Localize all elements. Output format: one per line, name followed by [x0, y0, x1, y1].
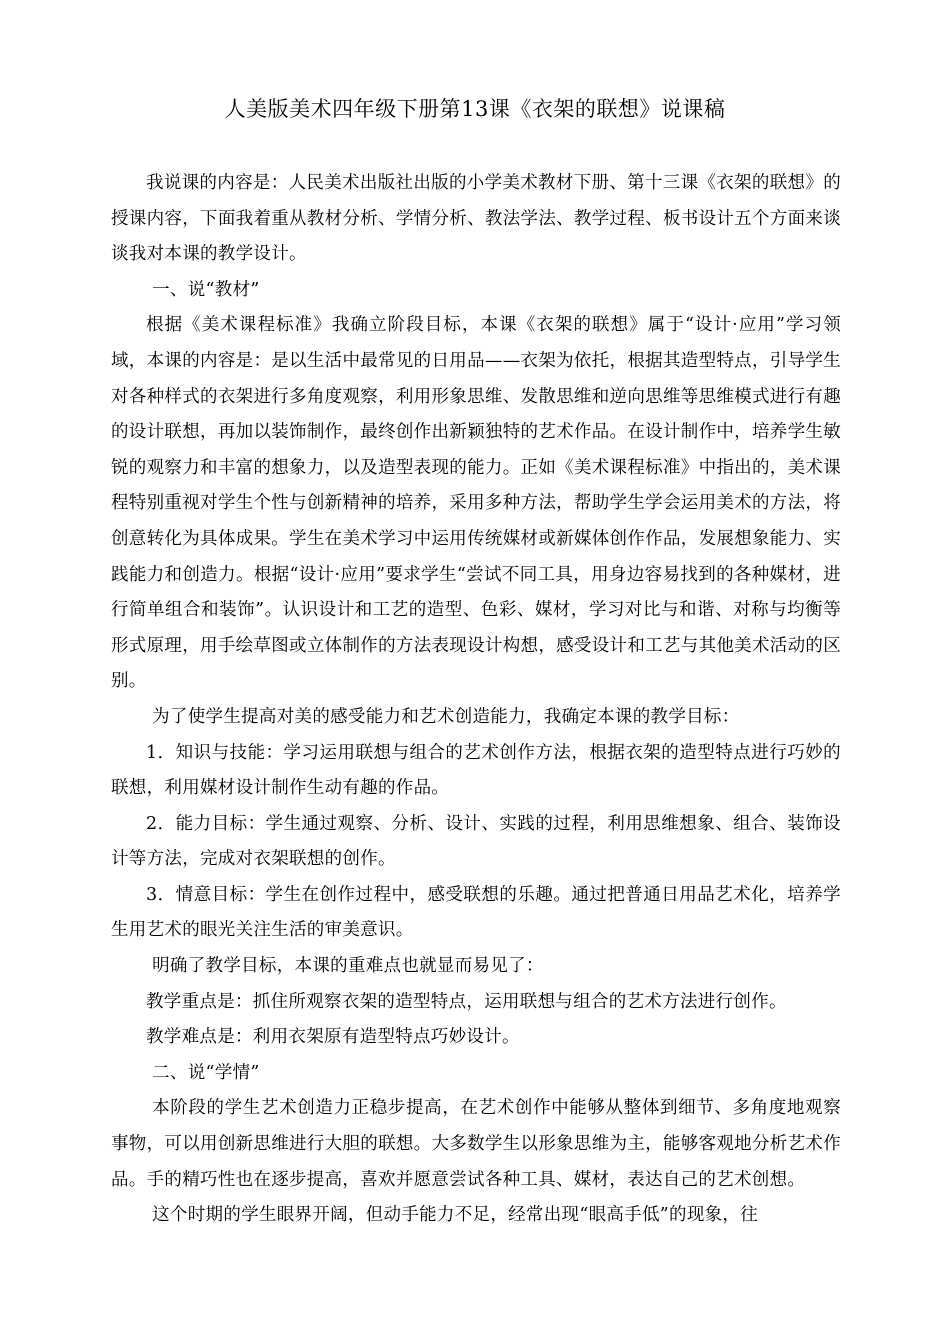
section-heading-textbook: 一、说“教材”	[152, 279, 260, 300]
paragraph-difficult-point: 教学难点是：利用衣架原有造型特点巧妙设计。	[146, 1027, 520, 1048]
paragraph-student-weakness: 这个时期的学生眼界开阔，但动手能力不足，经常出现“眼高手低”的现象，往	[152, 1205, 759, 1226]
paragraph-textbook-analysis: 根据《美术课程标准》我确立阶段目标，本课《衣架的联想》属于“设计·应用”学习领域，本课的内容是：是以生活中最常见的日用品——衣架为依托，根据其造型特点，引导学生对各种样式的衣架进行多角度观察，利用形象思维、发散思维和逆向思维等思维模式进行有趣的设计联想，再加以装饰制作，最终创作出新颖独特的艺术作品。在设计制作中，培养学生敏锐的观察力和丰富的想象力，以及造型表现的能力。正如《美术课程标准》中指出的，美术课程特别重视对学生个性与创新精神的培养，采用多种方法，帮助学生学会运用美术的方法，将创意转化为具体成果。学生在美术学习中运用传统媒材或新媒体创作作品，发展想象能力、实践能力和创造力。根据“设计·应用”要求学生“尝试不同工具，用身边容易找到的各种媒材，进行简单组合和装饰”。认识设计和工艺的造型、色彩、媒材，学习对比与和谐、对称与均衡等形式原理，用手绘草图或立体制作的方法表现设计构想，感受设计和工艺与其他美术活动的区别。	[111, 315, 841, 692]
paragraph-intro: 我说课的内容是：人民美术出版社出版的小学美术教材下册、第十三课《衣架的联想》的授课内容，下面我着重从教材分析、学情分析、教法学法、教学过程、板书设计五个方面来谈谈我对本课的教学设计。	[111, 173, 841, 265]
paragraph-goals-intro: 为了使学生提高对美的感受能力和艺术创造能力，我确定本课的教学目标：	[152, 706, 740, 727]
section-heading-students: 二、说“学情”	[152, 1062, 260, 1083]
paragraph-goal-ability: 2．能力目标：学生通过观察、分析、设计、实践的过程，利用思维想象、组合、装饰设计等方法，完成对衣架联想的创作。	[111, 813, 841, 870]
paragraph-key-points-intro: 明确了教学目标，本课的重难点也就显而易见了：	[152, 956, 544, 977]
paragraph-student-analysis: 本阶段的学生艺术创造力正稳步提高，在艺术创作中能够从整体到细节、多角度地观察事物，可以用创新思维进行大胆的联想。大多数学生以形象思维为主，能够客观地分析艺术作品。手的精巧性也在逐步提高，喜欢并愿意尝试各种工具、媒材，表达自己的艺术创想。	[111, 1098, 841, 1190]
document-title: 人美版美术四年级下册第13课《衣架的联想》说课稿	[224, 97, 726, 121]
paragraph-key-point: 教学重点是：抓住所观察衣架的造型特点，运用联想与组合的艺术方法进行创作。	[146, 991, 787, 1012]
paragraph-goal-emotion: 3．情意目标：学生在创作过程中，感受联想的乐趣。通过把普通日用品艺术化，培养学生用艺术的眼光关注生活的审美意识。	[111, 884, 841, 941]
document-body	[111, 166, 841, 1234]
paragraph-goal-knowledge: 1．知识与技能：学习运用联想与组合的艺术创作方法，根据衣架的造型特点进行巧妙的联想，利用媒材设计制作生动有趣的作品。	[111, 742, 841, 799]
